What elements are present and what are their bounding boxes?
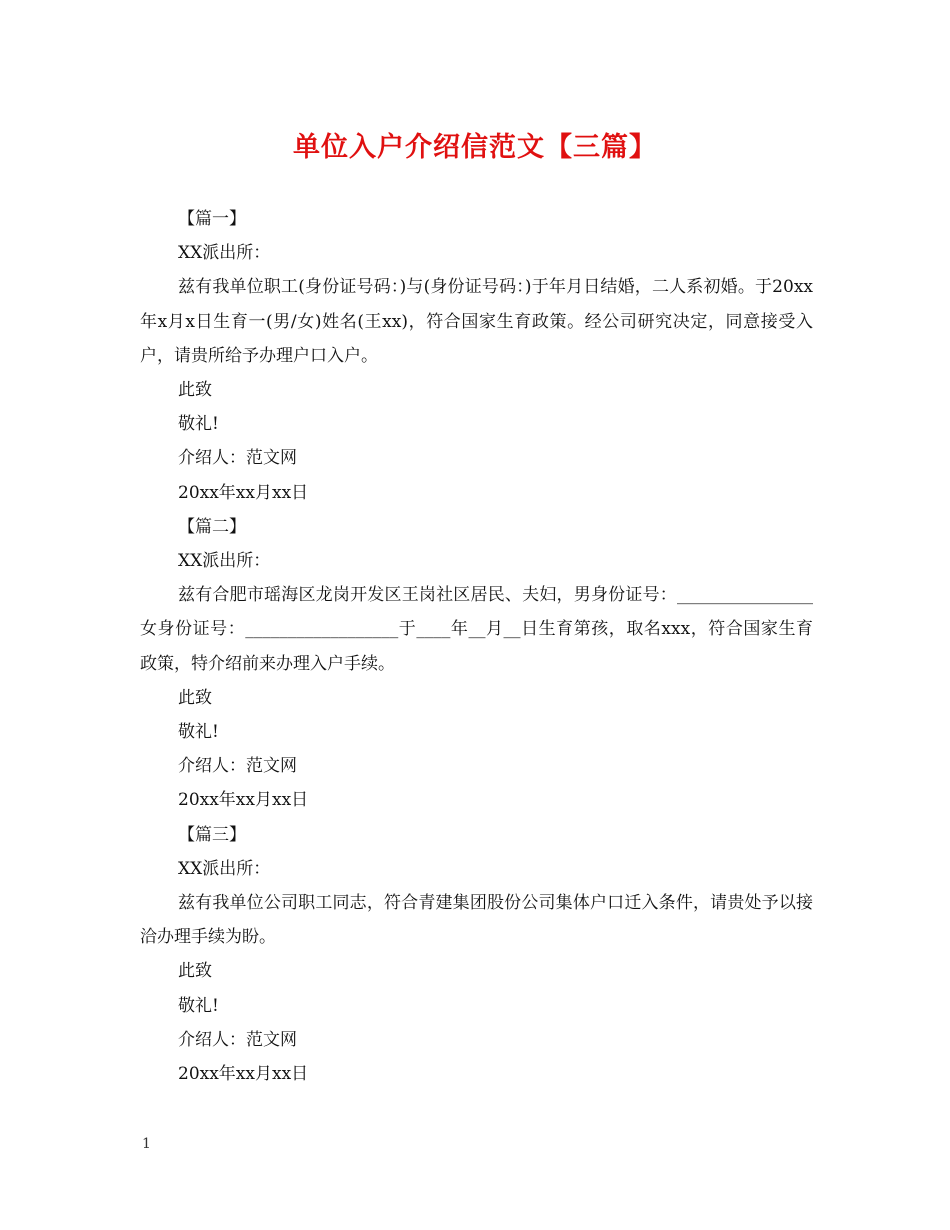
addressee: XX派出所： <box>178 243 271 264</box>
addressee: XX派出所： <box>178 858 271 879</box>
addressee: XX派出所： <box>178 551 271 572</box>
closing-line-1: 此致 <box>178 380 212 401</box>
letter-body: 兹有我单位公司职工同志，符合青建集团股份公司集体户口迁入条件，请贵处予以接洽办理手续为盼。 <box>140 893 813 948</box>
document-body <box>140 202 813 1091</box>
closing-line-2: 敬礼! <box>178 722 219 743</box>
closing-line-2: 敬礼! <box>178 995 219 1016</box>
closing-line-1: 此致 <box>178 687 212 708</box>
letter-date: 20xx年xx月xx日 <box>178 790 309 811</box>
section-2 <box>140 510 813 818</box>
section-3 <box>140 818 813 1092</box>
section-1 <box>140 202 813 510</box>
letter-date: 20xx年xx月xx日 <box>178 1064 309 1085</box>
closing-line-1: 此致 <box>178 961 212 982</box>
introducer: 介绍人：范文网 <box>178 1029 297 1050</box>
letter-date: 20xx年xx月xx日 <box>178 482 309 503</box>
page-number: 1 <box>142 1136 151 1152</box>
document-title: 单位入户介绍信范文【三篇】 <box>293 132 657 163</box>
section-heading: 【篇二】 <box>178 516 246 537</box>
letter-body: 兹有我单位职工(身份证号码：)与(身份证号码：)于年月日结婚，二人系初婚。于20xx年x月x日生育一(男/女)姓名(王xx)，符合国家生育政策。经公司研究决定，同意接受入户，请贵所给予办理户口入户。 <box>140 277 813 366</box>
letter-body: 兹有合肥市瑶海区龙岗开发区王岗社区居民、夫妇，男身份证号：________________女身份证号：__________________于____年__月__日生育第孩，取名xxx，符合国家生育政策，特介绍前来办理入户手续。 <box>140 585 813 674</box>
section-heading: 【篇三】 <box>178 824 246 845</box>
section-heading: 【篇一】 <box>178 209 246 229</box>
introducer: 介绍人：范文网 <box>178 756 297 777</box>
closing-line-2: 敬礼! <box>178 414 219 435</box>
introducer: 介绍人：范文网 <box>178 448 297 469</box>
